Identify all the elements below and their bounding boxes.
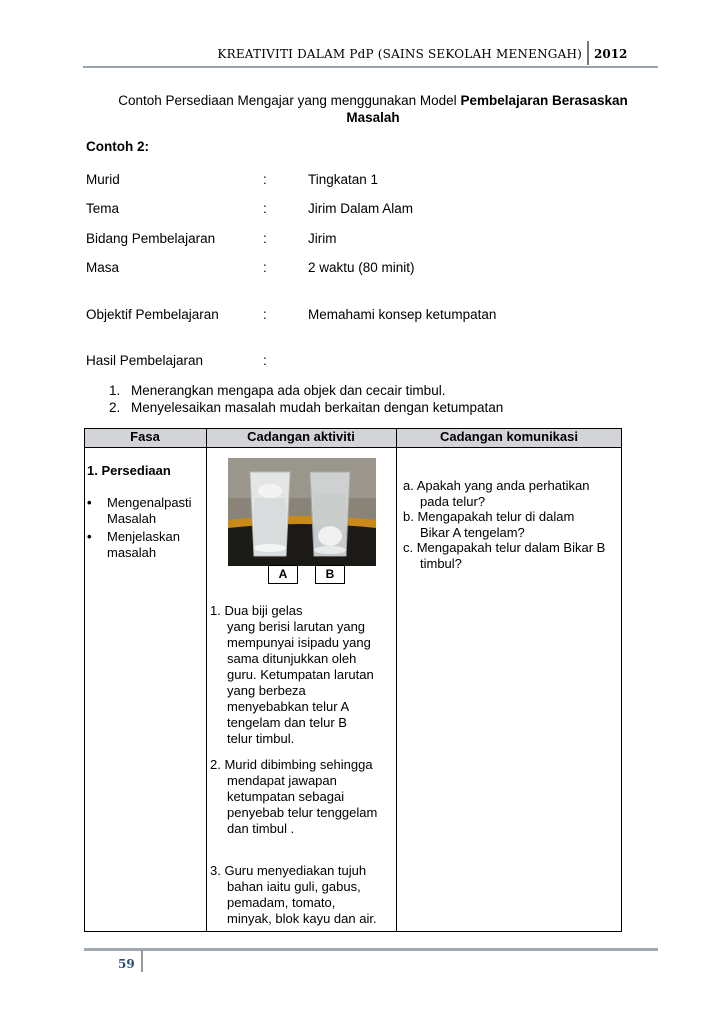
- heading-bold-text-2: Masalah: [346, 110, 400, 125]
- activity-text: 1. Dua biji gelas: [210, 603, 303, 618]
- activity-text: mempunyai isipadu yang: [227, 635, 371, 650]
- header-divider: [587, 41, 589, 65]
- info-label-bidang: Bidang Pembelajaran: [86, 231, 216, 246]
- table-header-fasa: Fasa: [130, 429, 160, 444]
- activity-text: ketumpatan sebagai: [227, 789, 345, 804]
- table-header-komunikasi: Cadangan komunikasi: [440, 429, 578, 444]
- running-header-year: 2012: [594, 47, 628, 61]
- heading-text: Contoh Persediaan Mengajar yang menggunakan Model: [118, 93, 461, 108]
- heading-bold-text: Pembelajaran Berasaskan: [460, 93, 628, 108]
- info-colon: :: [263, 231, 267, 246]
- photo-label-b: B: [315, 565, 345, 584]
- running-header-title: KREATIVITI DALAM PdP (SAINS SEKOLAH MENENGAH): [217, 47, 582, 61]
- outcome-item: [109, 400, 503, 415]
- info-colon: :: [263, 172, 267, 187]
- info-value-murid: Tingkatan 1: [308, 172, 379, 187]
- fasa-title: 1. Persediaan: [87, 463, 171, 478]
- activity-text: mendapat jawapan: [227, 773, 337, 788]
- fasa-item-text: masalah: [107, 545, 157, 560]
- info-colon: :: [263, 201, 267, 216]
- table-border-bottom: [84, 931, 622, 932]
- fasa-item-text: Mengenalpasti: [107, 495, 192, 510]
- document-heading: [84, 92, 662, 126]
- info-value-tema: Jirim Dalam Alam: [308, 201, 414, 216]
- info-colon: :: [263, 353, 267, 368]
- info-label-hasil: Hasil Pembelajaran: [86, 353, 204, 368]
- activity-text: minyak, blok kayu dan air.: [227, 911, 377, 926]
- bullet-icon: •: [87, 495, 92, 510]
- table-border-right: [621, 428, 622, 932]
- table-column-divider: [206, 428, 207, 932]
- activity-text: menyebabkan telur A: [227, 699, 350, 714]
- info-label-masa: Masa: [86, 260, 120, 275]
- communication-item-c: [403, 540, 619, 571]
- communication-text: a. Apakah yang anda perhatikan: [403, 478, 590, 493]
- photo-label-a: A: [268, 565, 298, 584]
- footer-rule: [84, 948, 658, 951]
- footer-divider: [141, 950, 143, 972]
- info-label-tema: Tema: [86, 201, 120, 216]
- table-border-left: [84, 428, 85, 932]
- outcome-item: [109, 383, 445, 398]
- activity-text: bahan iaitu guli, gabus,: [227, 879, 361, 894]
- info-value-bidang: Jirim: [308, 231, 337, 246]
- activity-text: dan timbul .: [227, 821, 295, 836]
- info-colon: :: [263, 260, 267, 275]
- info-value-masa: 2 waktu (80 minit): [308, 260, 415, 275]
- communication-text: pada telur?: [420, 493, 486, 509]
- outcome-number: 2.: [109, 400, 121, 415]
- communication-item-b: [403, 509, 619, 540]
- activity-text: 2. Murid dibimbing sehingga: [210, 757, 373, 772]
- activity-text: telur timbul.: [227, 731, 295, 746]
- fasa-bullet-item: [87, 495, 192, 527]
- activity-text: guru. Ketumpatan larutan: [227, 667, 374, 682]
- communication-text: timbul?: [420, 555, 462, 571]
- activity-text: sama ditunjukkan oleh: [227, 651, 357, 666]
- header-rule: [83, 66, 658, 68]
- activity-item-3: [210, 863, 398, 927]
- fasa-item-text: Masalah: [107, 511, 157, 526]
- activity-item-1: [210, 603, 398, 747]
- activity-text: yang berisi larutan yang: [227, 619, 366, 634]
- outcome-text: Menyelesaikan masalah mudah berkaitan dengan ketumpatan: [131, 400, 504, 415]
- activity-text: penyebab telur tenggelam: [227, 805, 378, 820]
- outcome-number: 1.: [109, 383, 121, 398]
- communication-text: c. Mengapakah telur dalam Bikar B: [403, 540, 606, 555]
- table-header-aktiviti: Cadangan aktiviti: [247, 429, 355, 444]
- info-colon: :: [263, 307, 267, 322]
- outcome-text: Menerangkan mengapa ada objek dan cecair timbul.: [131, 383, 446, 398]
- fasa-bullet-item: [87, 529, 180, 561]
- info-label-murid: Murid: [86, 172, 120, 187]
- activity-text: pemadam, tomato,: [227, 895, 336, 910]
- bullet-icon: •: [87, 529, 92, 544]
- info-value-objektif: Memahami konsep ketumpatan: [308, 307, 497, 322]
- communication-item-a: [403, 478, 619, 509]
- activity-text: yang berbeza: [227, 683, 306, 698]
- communication-text: b. Mengapakah telur di dalam: [403, 509, 575, 524]
- communication-text: Bikar A tengelam?: [420, 524, 525, 540]
- activity-text: tengelam dan telur B: [227, 715, 347, 730]
- example-label: Contoh 2:: [86, 139, 149, 154]
- page-number: 59: [118, 957, 135, 971]
- activity-item-2: [210, 757, 398, 837]
- info-label-objektif: Objektif Pembelajaran: [86, 307, 219, 322]
- fasa-item-text: Menjelaskan: [107, 529, 180, 544]
- two-glasses-photo: [228, 458, 376, 566]
- activity-text: 3. Guru menyediakan tujuh: [210, 863, 367, 878]
